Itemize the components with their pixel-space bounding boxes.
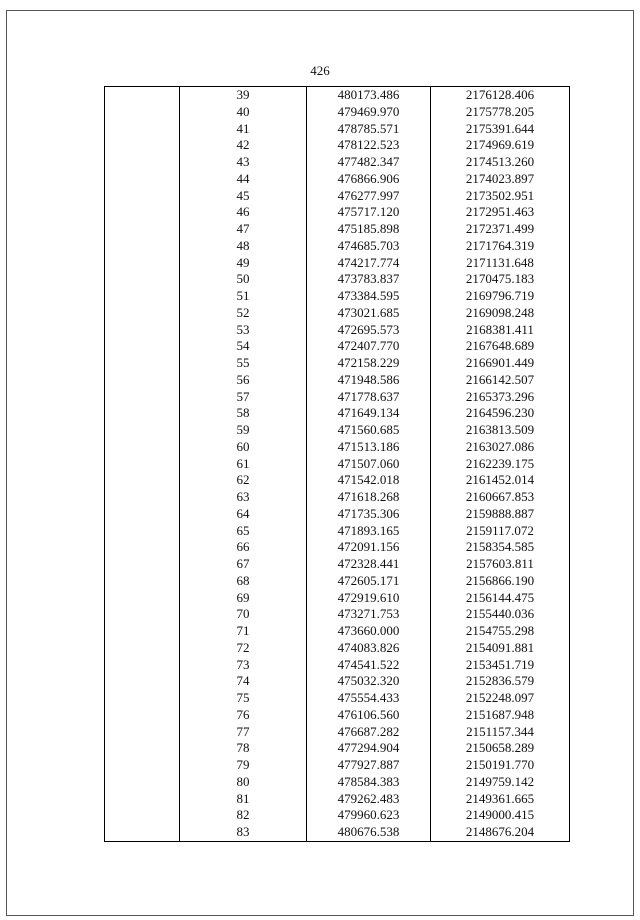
x-coordinate-cell: 476106.560 (307, 707, 431, 724)
table-row (105, 506, 570, 523)
y-coordinate-cell: 2155440.036 (431, 606, 570, 623)
empty-cell (105, 506, 180, 523)
x-coordinate-cell: 477294.904 (307, 740, 431, 757)
x-coordinate-cell: 479469.970 (307, 104, 431, 121)
y-coordinate-cell: 2168381.411 (431, 322, 570, 339)
y-coordinate-cell: 2175391.644 (431, 121, 570, 138)
empty-cell (105, 472, 180, 489)
empty-cell (105, 238, 180, 255)
table-row (105, 255, 570, 272)
empty-cell (105, 154, 180, 171)
x-coordinate-cell: 477482.347 (307, 154, 431, 171)
vertex-number-cell: 73 (180, 657, 307, 674)
x-coordinate-cell: 478122.523 (307, 137, 431, 154)
table-row (105, 188, 570, 205)
empty-cell (105, 740, 180, 757)
vertex-number-cell: 76 (180, 707, 307, 724)
table-row (105, 590, 570, 607)
y-coordinate-cell: 2169098.248 (431, 305, 570, 322)
empty-cell (105, 188, 180, 205)
vertex-number-cell: 46 (180, 204, 307, 221)
y-coordinate-cell: 2172371.499 (431, 221, 570, 238)
x-coordinate-cell: 475032.320 (307, 673, 431, 690)
x-coordinate-cell: 471560.685 (307, 422, 431, 439)
empty-cell (105, 657, 180, 674)
y-coordinate-cell: 2163027.086 (431, 439, 570, 456)
x-coordinate-cell: 478785.571 (307, 121, 431, 138)
empty-cell (105, 707, 180, 724)
vertex-number-cell: 56 (180, 372, 307, 389)
x-coordinate-cell: 473783.837 (307, 271, 431, 288)
x-coordinate-cell: 477927.887 (307, 757, 431, 774)
x-coordinate-cell: 473384.595 (307, 288, 431, 305)
y-coordinate-cell: 2162239.175 (431, 456, 570, 473)
table-row (105, 774, 570, 791)
empty-cell (105, 121, 180, 138)
table-row (105, 271, 570, 288)
x-coordinate-cell: 476687.282 (307, 724, 431, 741)
x-coordinate-cell: 471893.165 (307, 523, 431, 540)
table-row (105, 757, 570, 774)
table-row (105, 640, 570, 657)
table-row (105, 523, 570, 540)
table-row (105, 338, 570, 355)
y-coordinate-cell: 2171131.648 (431, 255, 570, 272)
vertex-number-cell: 66 (180, 539, 307, 556)
x-coordinate-cell: 472328.441 (307, 556, 431, 573)
y-coordinate-cell: 2156144.475 (431, 590, 570, 607)
empty-cell (105, 573, 180, 590)
vertex-number-cell: 83 (180, 824, 307, 841)
vertex-number-cell: 55 (180, 355, 307, 372)
empty-cell (105, 774, 180, 791)
y-coordinate-cell: 2170475.183 (431, 271, 570, 288)
page-number: 426 (310, 63, 330, 78)
y-coordinate-cell: 2165373.296 (431, 389, 570, 406)
y-coordinate-cell: 2152248.097 (431, 690, 570, 707)
vertex-number-cell: 48 (180, 238, 307, 255)
x-coordinate-cell: 479960.623 (307, 807, 431, 824)
table-row (105, 154, 570, 171)
vertex-number-cell: 43 (180, 154, 307, 171)
table-row (105, 724, 570, 741)
vertex-number-cell: 59 (180, 422, 307, 439)
table-row (105, 171, 570, 188)
empty-cell (105, 338, 180, 355)
empty-cell (105, 204, 180, 221)
table-row (105, 556, 570, 573)
empty-cell (105, 539, 180, 556)
empty-cell (105, 690, 180, 707)
vertex-number-cell: 58 (180, 405, 307, 422)
table-row (105, 372, 570, 389)
coordinates-table-body (105, 87, 570, 842)
table-row (105, 137, 570, 154)
empty-cell (105, 590, 180, 607)
vertex-number-cell: 41 (180, 121, 307, 138)
y-coordinate-cell: 2150191.770 (431, 757, 570, 774)
empty-cell (105, 422, 180, 439)
empty-cell (105, 673, 180, 690)
vertex-number-cell: 71 (180, 623, 307, 640)
vertex-number-cell: 53 (180, 322, 307, 339)
vertex-number-cell: 78 (180, 740, 307, 757)
vertex-number-cell: 62 (180, 472, 307, 489)
x-coordinate-cell: 472919.610 (307, 590, 431, 607)
y-coordinate-cell: 2174969.619 (431, 137, 570, 154)
table-row (105, 456, 570, 473)
empty-cell (105, 87, 180, 104)
y-coordinate-cell: 2174023.897 (431, 171, 570, 188)
y-coordinate-cell: 2157603.811 (431, 556, 570, 573)
empty-cell (105, 221, 180, 238)
y-coordinate-cell: 2174513.260 (431, 154, 570, 171)
y-coordinate-cell: 2151157.344 (431, 724, 570, 741)
vertex-number-cell: 39 (180, 87, 307, 104)
empty-cell (105, 405, 180, 422)
vertex-number-cell: 42 (180, 137, 307, 154)
vertex-number-cell: 64 (180, 506, 307, 523)
y-coordinate-cell: 2176128.406 (431, 87, 570, 104)
coordinates-table (104, 86, 570, 842)
empty-cell (105, 288, 180, 305)
y-coordinate-cell: 2161452.014 (431, 472, 570, 489)
x-coordinate-cell: 478584.383 (307, 774, 431, 791)
y-coordinate-cell: 2160667.853 (431, 489, 570, 506)
x-coordinate-cell: 472605.171 (307, 573, 431, 590)
x-coordinate-cell: 475185.898 (307, 221, 431, 238)
y-coordinate-cell: 2149361.665 (431, 791, 570, 808)
table-row (105, 322, 570, 339)
empty-cell (105, 606, 180, 623)
vertex-number-cell: 69 (180, 590, 307, 607)
table-row (105, 472, 570, 489)
y-coordinate-cell: 2158354.585 (431, 539, 570, 556)
empty-cell (105, 137, 180, 154)
y-coordinate-cell: 2159888.887 (431, 506, 570, 523)
x-coordinate-cell: 480173.486 (307, 87, 431, 104)
empty-cell (105, 824, 180, 841)
x-coordinate-cell: 471542.018 (307, 472, 431, 489)
table-row (105, 489, 570, 506)
empty-cell (105, 372, 180, 389)
y-coordinate-cell: 2167648.689 (431, 338, 570, 355)
x-coordinate-cell: 472407.770 (307, 338, 431, 355)
y-coordinate-cell: 2153451.719 (431, 657, 570, 674)
vertex-number-cell: 81 (180, 791, 307, 808)
vertex-number-cell: 72 (180, 640, 307, 657)
vertex-number-cell: 70 (180, 606, 307, 623)
x-coordinate-cell: 472695.573 (307, 322, 431, 339)
vertex-number-cell: 57 (180, 389, 307, 406)
x-coordinate-cell: 480676.538 (307, 824, 431, 841)
vertex-number-cell: 82 (180, 807, 307, 824)
empty-cell (105, 305, 180, 322)
table-row (105, 238, 570, 255)
table-row (105, 824, 570, 841)
empty-cell (105, 355, 180, 372)
vertex-number-cell: 50 (180, 271, 307, 288)
y-coordinate-cell: 2149759.142 (431, 774, 570, 791)
x-coordinate-cell: 472158.229 (307, 355, 431, 372)
empty-cell (105, 623, 180, 640)
table-row (105, 707, 570, 724)
y-coordinate-cell: 2173502.951 (431, 188, 570, 205)
y-coordinate-cell: 2156866.190 (431, 573, 570, 590)
table-row (105, 573, 570, 590)
x-coordinate-cell: 474541.522 (307, 657, 431, 674)
vertex-number-cell: 74 (180, 673, 307, 690)
x-coordinate-cell: 471618.268 (307, 489, 431, 506)
x-coordinate-cell: 474685.703 (307, 238, 431, 255)
vertex-number-cell: 45 (180, 188, 307, 205)
vertex-number-cell: 47 (180, 221, 307, 238)
empty-cell (105, 389, 180, 406)
vertex-number-cell: 68 (180, 573, 307, 590)
table-row (105, 305, 570, 322)
x-coordinate-cell: 471507.060 (307, 456, 431, 473)
y-coordinate-cell: 2154091.881 (431, 640, 570, 657)
table-row (105, 221, 570, 238)
vertex-number-cell: 51 (180, 288, 307, 305)
table-row (105, 807, 570, 824)
vertex-number-cell: 44 (180, 171, 307, 188)
table-row (105, 422, 570, 439)
y-coordinate-cell: 2163813.509 (431, 422, 570, 439)
table-row (105, 690, 570, 707)
x-coordinate-cell: 474217.774 (307, 255, 431, 272)
y-coordinate-cell: 2150658.289 (431, 740, 570, 757)
x-coordinate-cell: 475554.433 (307, 690, 431, 707)
x-coordinate-cell: 473271.753 (307, 606, 431, 623)
x-coordinate-cell: 471948.586 (307, 372, 431, 389)
y-coordinate-cell: 2166901.449 (431, 355, 570, 372)
vertex-number-cell: 67 (180, 556, 307, 573)
vertex-number-cell: 63 (180, 489, 307, 506)
x-coordinate-cell: 475717.120 (307, 204, 431, 221)
empty-cell (105, 523, 180, 540)
x-coordinate-cell: 476277.997 (307, 188, 431, 205)
table-row (105, 673, 570, 690)
x-coordinate-cell: 476866.906 (307, 171, 431, 188)
table-row (105, 104, 570, 121)
table-row (105, 389, 570, 406)
table-row (105, 87, 570, 104)
x-coordinate-cell: 471778.637 (307, 389, 431, 406)
table-row (105, 439, 570, 456)
empty-cell (105, 255, 180, 272)
table-row (105, 405, 570, 422)
table-row (105, 657, 570, 674)
empty-cell (105, 791, 180, 808)
table-row (105, 355, 570, 372)
vertex-number-cell: 77 (180, 724, 307, 741)
x-coordinate-cell: 471513.186 (307, 439, 431, 456)
empty-cell (105, 171, 180, 188)
table-row (105, 121, 570, 138)
vertex-number-cell: 40 (180, 104, 307, 121)
table-row (105, 740, 570, 757)
table-row (105, 288, 570, 305)
y-coordinate-cell: 2171764.319 (431, 238, 570, 255)
vertex-number-cell: 80 (180, 774, 307, 791)
vertex-number-cell: 65 (180, 523, 307, 540)
y-coordinate-cell: 2172951.463 (431, 204, 570, 221)
empty-cell (105, 489, 180, 506)
table-row (105, 623, 570, 640)
empty-cell (105, 104, 180, 121)
y-coordinate-cell: 2152836.579 (431, 673, 570, 690)
x-coordinate-cell: 474083.826 (307, 640, 431, 657)
empty-cell (105, 456, 180, 473)
y-coordinate-cell: 2175778.205 (431, 104, 570, 121)
vertex-number-cell: 49 (180, 255, 307, 272)
empty-cell (105, 439, 180, 456)
vertex-number-cell: 54 (180, 338, 307, 355)
table-row (105, 539, 570, 556)
empty-cell (105, 807, 180, 824)
y-coordinate-cell: 2148676.204 (431, 824, 570, 841)
vertex-number-cell: 79 (180, 757, 307, 774)
empty-cell (105, 322, 180, 339)
empty-cell (105, 757, 180, 774)
y-coordinate-cell: 2159117.072 (431, 523, 570, 540)
x-coordinate-cell: 471735.306 (307, 506, 431, 523)
vertex-number-cell: 60 (180, 439, 307, 456)
vertex-number-cell: 61 (180, 456, 307, 473)
y-coordinate-cell: 2164596.230 (431, 405, 570, 422)
empty-cell (105, 271, 180, 288)
x-coordinate-cell: 479262.483 (307, 791, 431, 808)
y-coordinate-cell: 2169796.719 (431, 288, 570, 305)
table-row (105, 606, 570, 623)
x-coordinate-cell: 473021.685 (307, 305, 431, 322)
vertex-number-cell: 52 (180, 305, 307, 322)
y-coordinate-cell: 2154755.298 (431, 623, 570, 640)
x-coordinate-cell: 472091.156 (307, 539, 431, 556)
empty-cell (105, 640, 180, 657)
y-coordinate-cell: 2166142.507 (431, 372, 570, 389)
y-coordinate-cell: 2151687.948 (431, 707, 570, 724)
table-row (105, 791, 570, 808)
vertex-number-cell: 75 (180, 690, 307, 707)
empty-cell (105, 724, 180, 741)
x-coordinate-cell: 473660.000 (307, 623, 431, 640)
table-row (105, 204, 570, 221)
empty-cell (105, 556, 180, 573)
y-coordinate-cell: 2149000.415 (431, 807, 570, 824)
x-coordinate-cell: 471649.134 (307, 405, 431, 422)
